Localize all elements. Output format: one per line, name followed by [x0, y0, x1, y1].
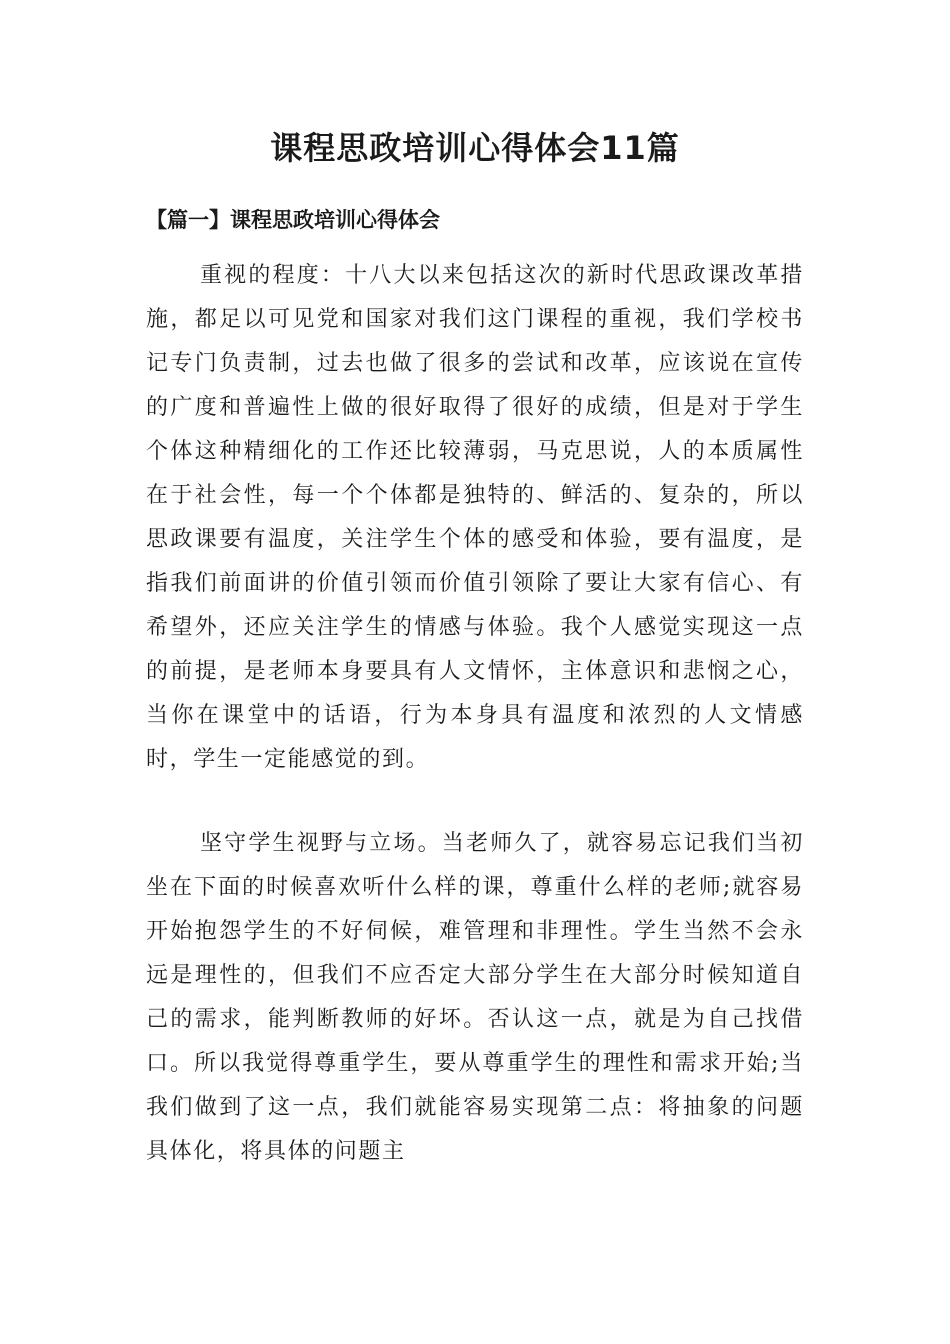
body-paragraph: 坚守学生视野与立场。当老师久了，就容易忘记我们当初坐在下面的时候喜欢听什么样的课，尊重什么样的老师;就容易开始抱怨学生的不好伺候，难管理和非理性。学生当然不会永远是理性的，但我们不应否定大部分学生在大部分时候知道自己的需求，能判断教师的好坏。否认这一点，就是为自己找借口。所以我觉得尊重学生，要从尊重学生的理性和需求开始;当我们做到了这一点，我们就能容易实现第二点：将抽象的问题具体化，将具体的问题主	[146, 831, 804, 1164]
body-paragraph: 重视的程度：十八大以来包括这次的新时代思政课改革措施，都足以可见党和国家对我们这门课程的重视，我们学校书记专门负责制，过去也做了很多的尝试和改革，应该说在宣传的广度和普遍性上做的很好取得了很好的成绩，但是对于学生个体这种精细化的工作还比较薄弱，马克思说，人的本质属性在于社会性，每一个个体都是独特的、鲜活的、复杂的，所以思政课要有温度，关注学生个体的感受和体验，要有温度，是指我们前面讲的价值引领而价值引领除了要让大家有信心、有希望外，还应关注学生的情感与体验。我个人感觉实现这一点的前提，是老师本身要具有人文情怀，主体意识和悲悯之心，当你在课堂中的话语，行为本身具有温度和浓烈的人文情感时，学生一定能感觉的到。	[146, 263, 804, 772]
section-heading: 【篇一】课程思政培训心得体会	[146, 208, 440, 232]
document-title: 课程思政培训心得体会11篇	[270, 129, 680, 167]
